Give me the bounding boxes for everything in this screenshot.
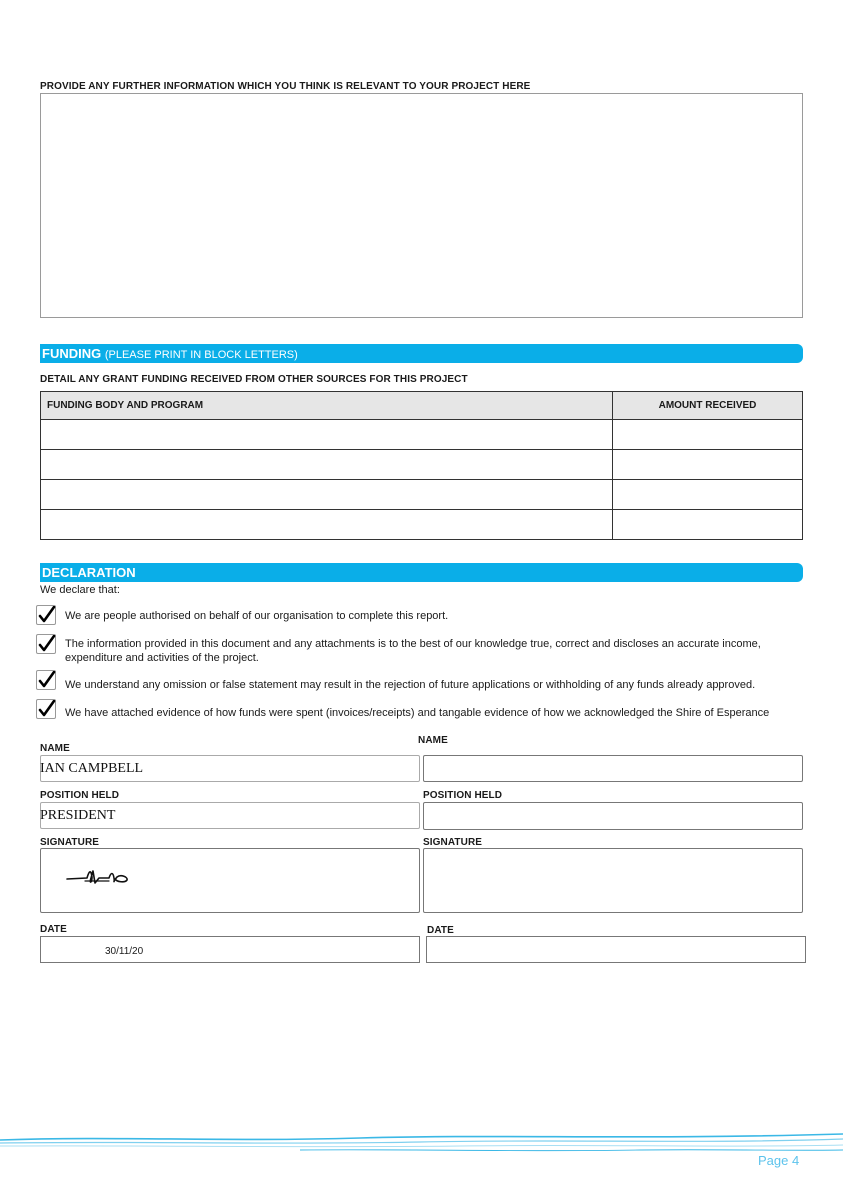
declaration-checkbox-3[interactable] [36, 670, 56, 690]
table-row [41, 420, 803, 450]
declaration-checkbox-4[interactable] [36, 699, 56, 719]
signatory-2-position-label: POSITION HELD [423, 790, 503, 801]
declaration-section-header [40, 563, 803, 582]
signatory-1-date-field[interactable] [40, 936, 420, 963]
amount-cell[interactable] [613, 420, 803, 450]
column-header-amount: AMOUNT RECEIVED [613, 392, 803, 420]
table-row [41, 480, 803, 510]
funding-body-cell[interactable] [41, 450, 613, 480]
signatory-1-position-label: POSITION HELD [40, 790, 120, 801]
declaration-item-4: We have attached evidence of how funds were spent (invoices/receipts) and tangable evidence of how we acknowledged the Shire of Esperance [65, 707, 770, 719]
signatory-1-position-value: PRESIDENT [40, 808, 116, 823]
signatory-1-position-field[interactable] [40, 802, 420, 829]
signatory-2-date-field[interactable] [426, 936, 806, 963]
signatory-2-position-field[interactable] [423, 802, 803, 830]
signatory-2-signature-label: SIGNATURE [423, 837, 483, 848]
declaration-checkbox-2[interactable] [36, 634, 56, 654]
funding-body-cell[interactable] [41, 480, 613, 510]
signatory-2-date-label: DATE [427, 925, 454, 936]
signatory-2-name-label: NAME [418, 735, 448, 746]
signatory-2-name-field[interactable] [423, 755, 803, 782]
declaration-item-2: The information provided in this document and any attachments is to the best of our knowledge true, correct and discloses an accurate income, expenditure and activities of the project. [65, 638, 761, 664]
checkmark-icon [38, 606, 56, 624]
checkmark-icon [38, 700, 56, 718]
page-number: Page 4 [758, 1153, 800, 1168]
signatory-1-name-value: IAN CAMPBELL [40, 761, 144, 776]
signatory-2-signature-field[interactable] [423, 848, 803, 913]
handwritten-signature-icon [65, 867, 135, 889]
further-info-textarea[interactable] [40, 93, 803, 318]
declaration-item-1: We are people authorised on behalf of our organisation to complete this report. [65, 610, 449, 622]
checkmark-icon [38, 671, 56, 689]
declaration-item-3: We understand any omission or false statement may result in the rejection of future applications or withholding of any funds already approved. [65, 679, 756, 691]
funding-body-cell[interactable] [41, 420, 613, 450]
funding-title: FUNDING [42, 346, 102, 361]
amount-cell[interactable] [613, 480, 803, 510]
signatory-1-date-label: DATE [40, 924, 67, 935]
declaration-checkbox-1[interactable] [36, 605, 56, 625]
funding-instruction: DETAIL ANY GRANT FUNDING RECEIVED FROM OTHER SOURCES FOR THIS PROJECT [40, 374, 468, 385]
funding-table [40, 391, 803, 540]
footer-wave-decoration [0, 1128, 843, 1158]
funding-section-header [40, 344, 803, 363]
signatory-1-signature-field[interactable] [40, 848, 420, 913]
table-row [41, 450, 803, 480]
table-row [41, 510, 803, 540]
further-info-label: PROVIDE ANY FURTHER INFORMATION WHICH YOU THINK IS RELEVANT TO YOUR PROJECT HERE [40, 81, 531, 92]
amount-cell[interactable] [613, 510, 803, 540]
funding-subtitle: (PLEASE PRINT IN BLOCK LETTERS) [104, 349, 298, 361]
signatory-1-name-label: NAME [40, 743, 70, 754]
declaration-intro: We declare that: [40, 584, 120, 596]
signatory-1-date-value: 30/11/20 [105, 946, 144, 957]
funding-table-header [41, 392, 803, 420]
column-header-funding-body: FUNDING BODY AND PROGRAM [41, 392, 613, 420]
funding-body-cell[interactable] [41, 510, 613, 540]
amount-cell[interactable] [613, 450, 803, 480]
signatory-1-signature-label: SIGNATURE [40, 837, 100, 848]
checkmark-icon [38, 635, 56, 653]
declaration-title: DECLARATION [42, 565, 136, 580]
signatory-1-name-field[interactable] [40, 755, 420, 782]
